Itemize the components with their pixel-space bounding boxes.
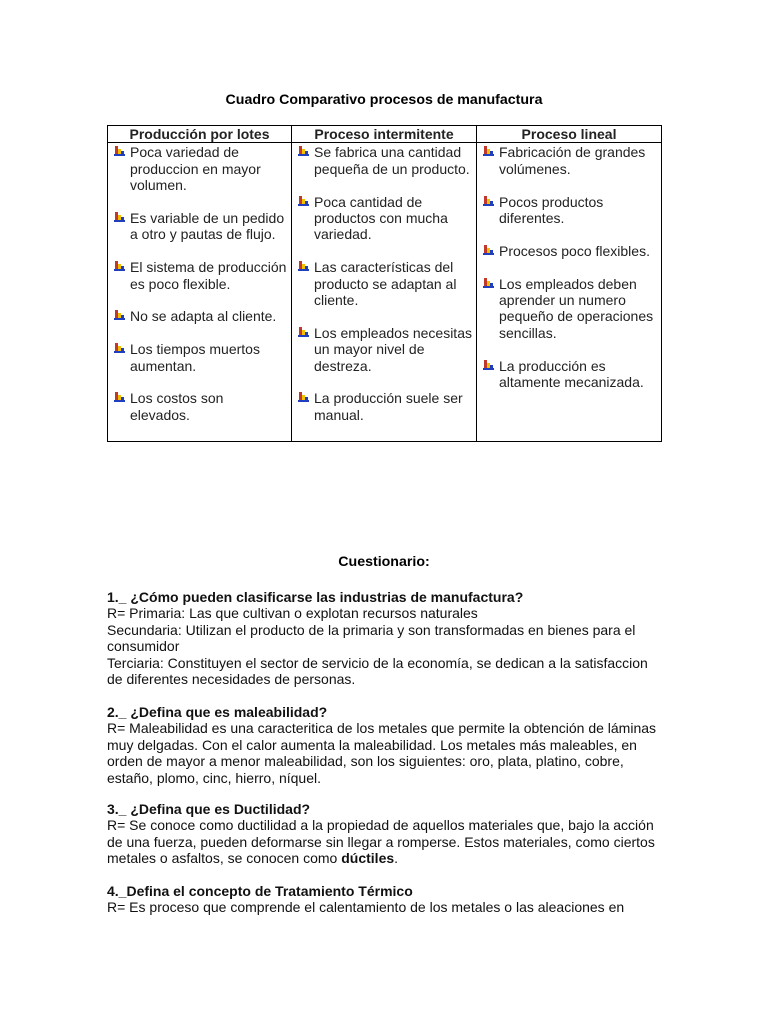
list-item-text: Los empleados necesitas un mayor nivel de destreza.	[314, 324, 472, 374]
column-cell	[477, 143, 662, 442]
list-item-text: No se adapta al cliente.	[130, 308, 277, 325]
questionnaire-title: Cuestionario:	[338, 554, 430, 570]
list-item	[292, 390, 476, 423]
question-heading: 4._Defina el concepto de Tratamiento Térmico	[107, 883, 413, 899]
bullet-icon	[292, 390, 314, 406]
column-cell	[292, 143, 477, 442]
question-1	[107, 589, 667, 687]
list-item-text: Los tiempos muertos aumentan.	[130, 341, 260, 374]
list-item	[477, 358, 661, 391]
answer-text	[107, 817, 667, 866]
bullet-icon	[292, 144, 314, 160]
list-item	[292, 194, 476, 243]
question-heading: 3._ ¿Defina que es Ductilidad?	[107, 801, 311, 817]
table-row	[108, 143, 662, 442]
list-item-text: Fabricación de grandes volúmenes.	[499, 144, 646, 177]
answer-line: Secundaria: Utilizan el producto de la primaria y son transformadas en bienes para el consumidor	[107, 621, 636, 655]
bullet-icon	[477, 243, 499, 259]
list-item-text: Es variable de un pedido a otro y pautas de flujo.	[130, 210, 285, 243]
list-item-text: La producción es altamente mecanizada.	[499, 357, 644, 391]
bullet-icon	[108, 341, 130, 357]
answer-body: R= Se conoce como ductilidad a la propiedad de aquellos materiales que, bajo la acción de una fuerza, pueden deformarse sin llegar a romperse. Estos materiales, como ciertos metales o asfaltos, se conocen como	[107, 817, 655, 867]
bullet-icon	[108, 144, 130, 160]
bullet-icon	[292, 259, 314, 275]
list-item-text: Se fabrica una cantidad pequeña de un producto.	[314, 144, 470, 177]
answer-end: .	[394, 850, 399, 867]
list-item	[108, 341, 291, 374]
column-header: Proceso intermitente	[292, 126, 477, 143]
bullet-icon	[108, 390, 130, 406]
bullet-icon	[477, 276, 499, 292]
bullet-icon	[292, 325, 314, 341]
list-item	[292, 144, 476, 177]
question-heading: 2._ ¿Defina que es maleabilidad?	[107, 704, 328, 720]
table-header-row	[108, 126, 662, 143]
bullet-icon	[477, 194, 499, 210]
column-cell	[108, 143, 292, 442]
list-item	[477, 144, 661, 177]
question-heading: 1._ ¿Cómo pueden clasificarse las industrias de manufactura?	[107, 589, 524, 605]
list-item	[108, 144, 291, 193]
list-item	[108, 259, 291, 292]
question-2	[107, 704, 667, 786]
list-item-text: Las características del producto se adaptan al cliente.	[314, 259, 457, 309]
list-item	[292, 259, 476, 308]
bullet-icon	[477, 144, 499, 160]
list-item	[108, 308, 291, 324]
bullet-icon	[292, 194, 314, 210]
answer-text: R= Maleabilidad es una caracteritica de los metales que permite la obtención de láminas muy delgadas. Con el calor aumenta la maleabilidad. Los metales más maleables, en orden de mayor a menor maleabilidad, son los siguientes: oro, plata, platino, cobre, estaño, plomo, cinc, hierro, níquel.	[107, 720, 657, 786]
list-item	[292, 325, 476, 374]
list-item-text: Poca variedad de produccion en mayor volumen.	[130, 144, 261, 194]
list-item-text: Pocos productos diferentes.	[499, 193, 604, 227]
comparison-table	[107, 125, 662, 442]
bullet-icon	[108, 210, 130, 226]
list-item	[477, 243, 661, 259]
list-item-text: Los costos son elevados.	[130, 390, 224, 423]
answer-line: R= Primaria: Las que cultivan o explotan recursos naturales	[107, 605, 478, 622]
question-3	[107, 801, 667, 867]
column-header: Producción por lotes	[108, 126, 292, 143]
document-title: Cuadro Comparativo procesos de manufactura	[225, 92, 543, 108]
list-item-text: Procesos poco flexibles.	[499, 242, 650, 259]
column-header: Proceso lineal	[477, 126, 662, 143]
list-item-text: El sistema de producción es poco flexible.	[130, 259, 287, 292]
question-4	[107, 883, 667, 916]
list-item	[108, 390, 291, 423]
bullet-icon	[477, 358, 499, 374]
bullet-icon	[108, 308, 130, 324]
answer-bold-term: dúctiles	[341, 850, 395, 867]
answer-line: Terciaria: Constituyen el sector de servicio de la economía, se dedican a la satisfaccion de diferentes necesidades de personas.	[107, 654, 648, 688]
bullet-icon	[108, 259, 130, 275]
answer-text: R= Es proceso que comprende el calentamiento de los metales o las aleaciones en	[107, 899, 625, 916]
list-item-text: Los empleados deben aprender un numero pequeño de operaciones sencillas.	[499, 275, 654, 341]
list-item	[108, 210, 291, 243]
list-item	[477, 194, 661, 227]
list-item-text: Poca cantidad de productos con mucha variedad.	[314, 193, 448, 243]
list-item	[477, 276, 661, 342]
list-item-text: La producción suele ser manual.	[314, 390, 463, 423]
